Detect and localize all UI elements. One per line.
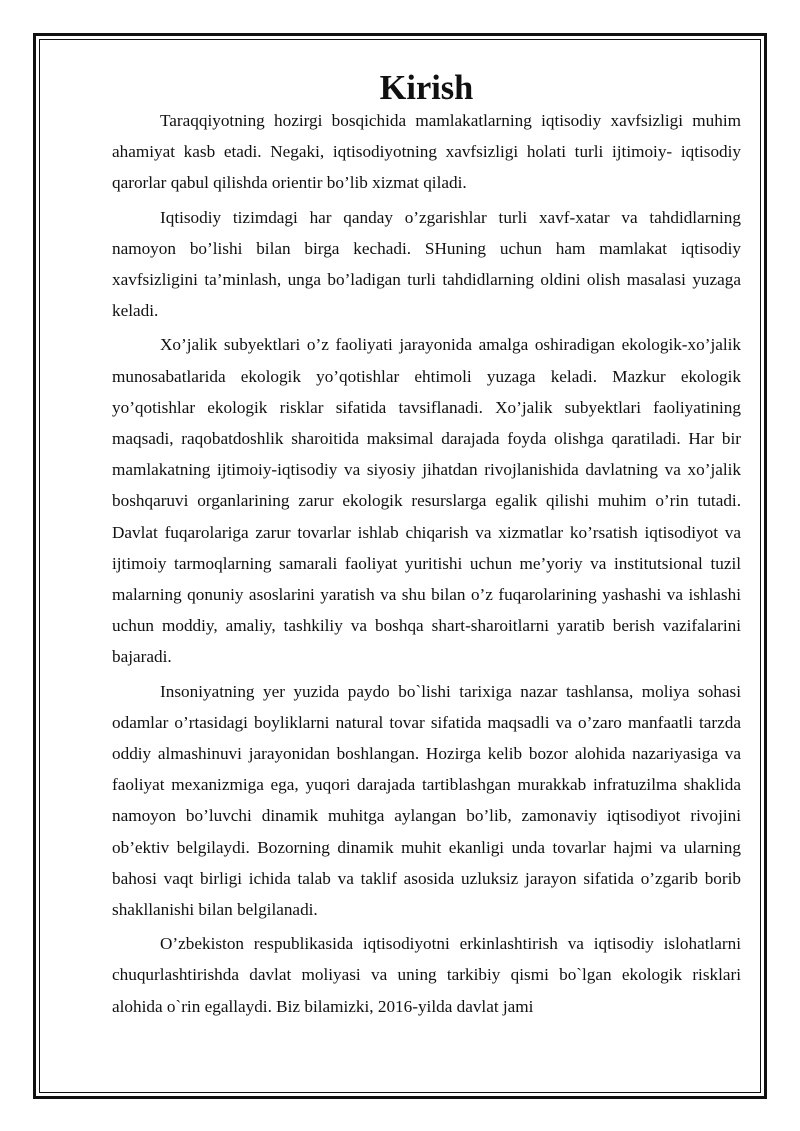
- document-body: [112, 69, 741, 1022]
- paragraph: Iqtisodiy tizimdagi har qanday o’zgarishlar turli xavf-xatar va tahdidlarning namoyon bo’lishi bilan birga kechadi. SHuning uchun ham mamlakat iqtisodiy xavfsizligini ta’minlash, unga bo’ladigan turli tahdidlarning oldini olish masalasi yuzaga keladi.: [112, 207, 741, 321]
- paragraph: Insoniyatning yer yuzida paydo bo`lishi tarixiga nazar tashlansa, moliya sohasi odamlar o’rtasidagi boyliklarni natural tovar sifatida maqsadli va o’zaro manfaatli tarzda oddiy almashinuvi jarayonidan boshlangan. Hozirga kelib bozor alohida nazariyasiga va faoliyat mexanizmiga ega, yuqori darajada tartiblashgan murakkab infratuzilma shaklida namoyon bo’luvchi dinamik muhitga aylangan bo’lib, zamonaviy iqtisodiyot rivojini ob’ektiv belgilaydi. Bozorning dinamik muhit ekanligi unda tovarlar hajmi va ularning bahosi vaqt birligi ichida talab va taklif asosida uzluksiz jarayon sifatida o’zgarib borib shakllanishi bilan belgilanadi.: [112, 681, 741, 920]
- paragraph: Taraqqiyotning hozirgi bosqichida mamlakatlarning iqtisodiy xavfsizligi muhim ahamiyat kasb etadi. Negaki, iqtisodiyotning xavfsizligi holati turli ijtimoiy- iqtisodiy qarorlar qabul qilishda orientir bo’lib xizmat qiladi.: [112, 111, 741, 193]
- paragraph: Xo’jalik subyektlari o’z faoliyati jarayonida amalga oshiradigan ekologik-xo’jalik munosabatlarida ekologik yo’qotishlar ehtimoli yuzaga keladi. Mazkur ekologik yo’qotishlar ekologik risklar sifatida tavsiflanadi. Xo’jalik subyektlari faoliyatining maqsadi, raqobatdoshlik sharoitida maksimal darajada foyda olishga qaratiladi. Har bir mamlakatning ijtimoiy-iqtisodiy va siyosiy jihatdan rivojlanishida davlatning va xo’jalik boshqaruvi organlarining zarur ekologik resurslarga egalik qilishi muhim o’rin tutadi. Davlat fuqarolariga zarur tovarlar ishlab chiqarish va xizmatlar ko’rsatish iqtisodiyot va ijtimoiy tarmoqlarning samarali faoliyat yuritishi uchun me’yoriy va institutsional tuzil malarning qonuniy asoslarini yaratish va shu bilan o’z fuqarolarining yashashi va ishlashi uchun moddiy, amaliy, tashkiliy va boshqa shart-sharoitlarni yaratib berish vazifalarini bajaradi.: [112, 335, 741, 667]
- paragraph: O’zbekiston respublikasida iqtisodiyotni erkinlashtirish va iqtisodiy islohatlarni chuqurlashtirishda davlat moliyasi va uning tarkibiy qismi bo`lgan ekologik risklari alohida o`rin egallaydi. Biz bilamizki, 2016-yilda davlat jami: [112, 934, 741, 1016]
- document-title: Kirish: [379, 69, 474, 107]
